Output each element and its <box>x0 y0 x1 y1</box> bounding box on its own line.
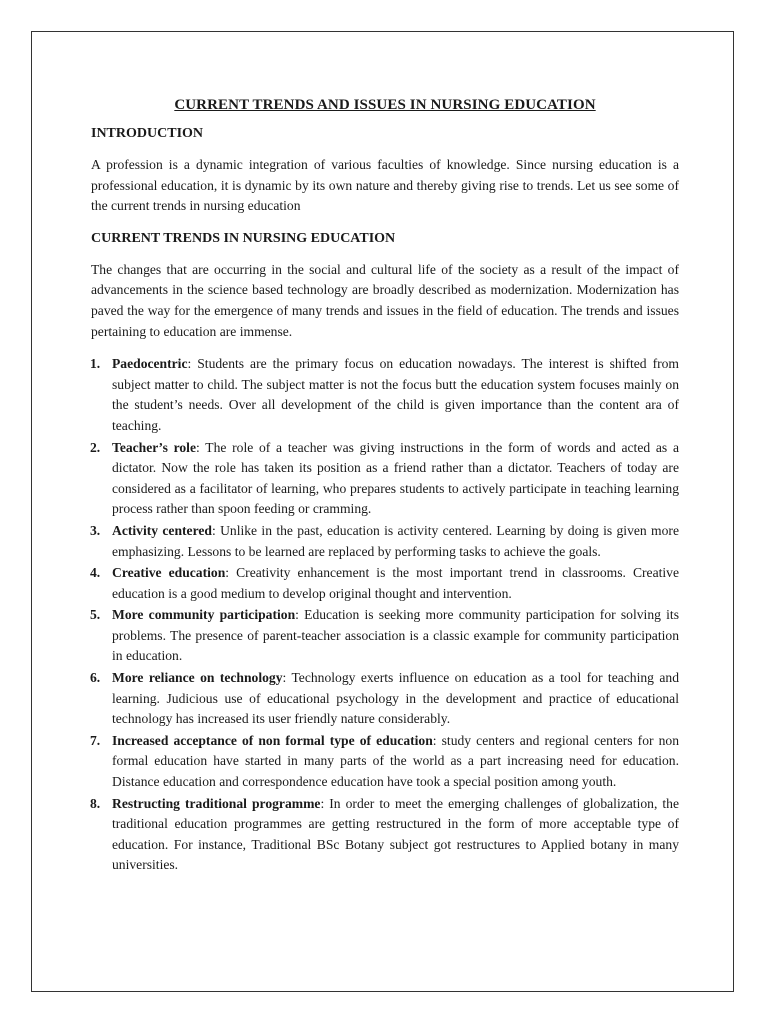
list-item <box>91 563 679 604</box>
document-title: CURRENT TRENDS AND ISSUES IN NURSING EDUCATION <box>174 97 596 113</box>
item-number: 4. <box>90 565 101 581</box>
list-item <box>91 521 679 562</box>
item-term: More community participation <box>112 607 296 623</box>
trends-paragraph: The changes that are occurring in the social and cultural life of the society as a result of the impact of advancements in the science based technology are broadly described as modernization. Modernization has paved the way for the emergence of many trends and issues in the field of education. The trends and issues pertaining to education are immense. <box>91 261 679 339</box>
list-item <box>91 794 679 876</box>
item-text: : Education is seeking more community participation for solving its problems. The presence of parent-teacher association is a classic example for community participation in education. <box>112 607 680 664</box>
item-number: 1. <box>90 356 101 372</box>
item-term: Activity centered <box>112 522 212 538</box>
trends-heading: CURRENT TRENDS IN NURSING EDUCATION <box>91 230 396 246</box>
item-term: More reliance on technology <box>112 670 283 686</box>
item-term: Increased acceptance of non formal type of education <box>112 732 433 748</box>
item-number: 8. <box>90 795 101 811</box>
intro-paragraph: A profession is a dynamic integration of various faculties of knowledge. Since nursing education is a professional education, it is dynamic by its own nature and thereby giving rise to trends. Let us see some of the current trends in nursing education <box>91 157 679 214</box>
item-text: : Technology exerts influence on education as a tool for teaching and learning. Judicious use of educational psychology in the development and practice of educational technology has increased its user friendly nature considerably. <box>112 670 679 727</box>
list-item <box>91 731 679 793</box>
list-item <box>91 605 679 667</box>
item-number: 7. <box>90 732 101 748</box>
item-number: 5. <box>90 607 101 623</box>
item-text: : The role of a teacher was giving instructions in the form of words and acted as a dictator. Now the role has taken its position as a friend rather than a dictator. Teachers of today are considered as a facilitator of learning, who prepares students to actively participate in teaching learning process rather than spoon feeding or cramming. <box>112 439 679 517</box>
item-text: : Creativity enhancement is the most important trend in classrooms. Creative education is a good medium to develop original thought and intervention. <box>112 565 679 601</box>
list-item <box>91 354 679 436</box>
list-item <box>91 438 679 520</box>
item-text: : Students are the primary focus on education nowadays. The interest is shifted from subject matter to child. The subject matter is not the focus butt the education system focuses mainly on the student’s needs. Over all development of the child is given importance than the content ara of teaching. <box>112 356 679 433</box>
item-text: : In order to meet the emerging challenges of globalization, the traditional education programmes are getting restructured in the form of more acceptable type of education. For instance, Traditional BSc Botany subject got restructures to Applied botany in many universities. <box>112 795 680 873</box>
item-term: Teacher’s role <box>112 439 196 455</box>
intro-heading: INTRODUCTION <box>91 126 204 141</box>
item-text: : study centers and regional centers for non formal education have started in many parts of the world as a part increasing need for education. Distance education and correspondence education have took a special position among youth. <box>112 732 679 790</box>
item-number: 3. <box>90 522 101 538</box>
item-term: Restructing traditional programme <box>112 795 321 811</box>
trends-list <box>91 354 679 876</box>
item-term: Creative education <box>112 565 226 581</box>
item-text: : Unlike in the past, education is activity centered. Learning by doing is given more emphasizing. Lessons to be learned are replaced by performing tasks to achieve the goals. <box>112 522 679 559</box>
item-term: Paedocentric <box>112 356 188 372</box>
document-page <box>31 31 734 992</box>
item-number: 6. <box>90 670 101 686</box>
list-item <box>91 668 679 730</box>
item-number: 2. <box>90 439 101 455</box>
document-content <box>91 94 679 877</box>
